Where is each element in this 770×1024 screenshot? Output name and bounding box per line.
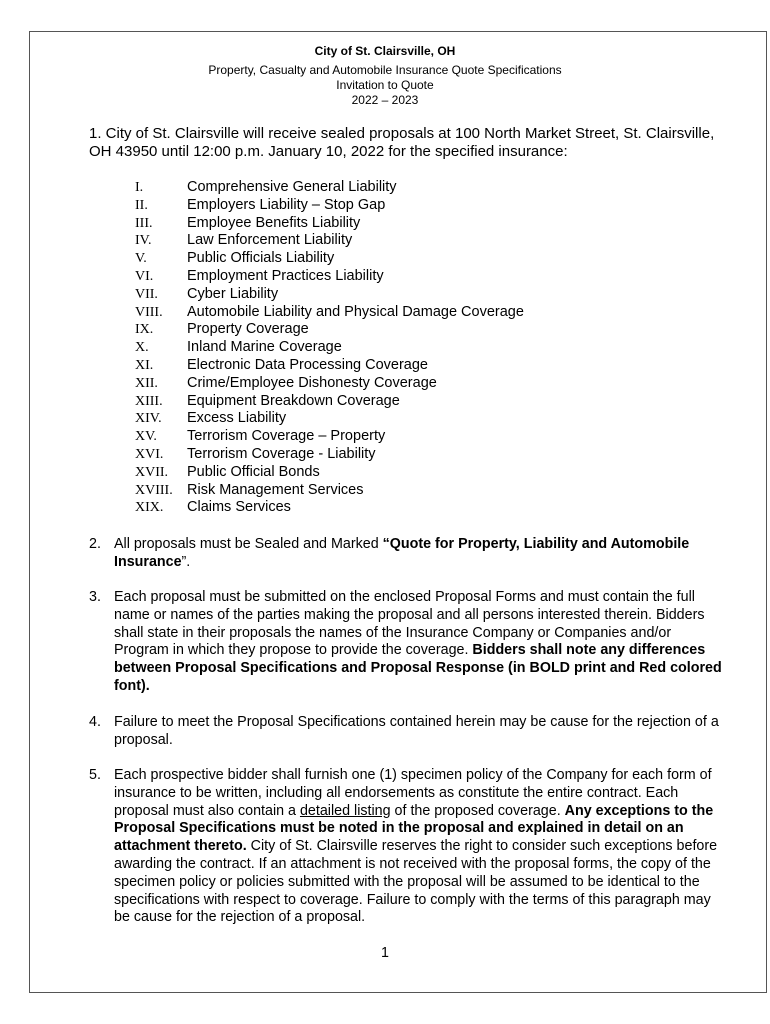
list-numeral: VI.: [135, 268, 154, 284]
list-numeral: I.: [135, 180, 144, 195]
list-text: Law Enforcement Liability: [187, 232, 353, 249]
list-numeral: XI.: [135, 357, 154, 373]
list-text: Employers Liability – Stop Gap: [187, 196, 386, 213]
section-5: [89, 767, 729, 927]
section-text: Each prospective bidder shall furnish one (1) specimen policy of the Company for each form of insurance to be written, including all endorsements as constitute the entire contract. Each proposal must also contain a: [114, 767, 712, 819]
list-numeral: VII.: [135, 286, 158, 302]
coverage-period: 2022 – 2023: [351, 93, 419, 107]
list-text: Electronic Data Processing Coverage: [187, 356, 428, 373]
list-text: Terrorism Coverage – Property: [187, 428, 386, 445]
list-numeral: XVIII.: [135, 482, 173, 498]
list-numeral: XV.: [135, 429, 157, 445]
list-numeral: III.: [135, 215, 153, 231]
section-text: Each proposal must be submitted on the enclosed Proposal Forms and must contain the full name or names of the parties making the proposal and all persons interested therein. Bidders shall state in their proposals the names of the Insurance Company or Companies and/or Program in which they propose to provide the coverage.: [114, 589, 705, 659]
list-text: Comprehensive General Liability: [187, 179, 397, 195]
list-text: Crime/Employee Dishonesty Coverage: [187, 374, 437, 391]
list-numeral: XIV.: [135, 411, 162, 427]
section-number: 2.: [89, 536, 101, 552]
section-text: Failure to meet the Proposal Specifications contained herein may be cause for the rejection of a proposal.: [114, 714, 719, 748]
list-text: Excess Liability: [187, 410, 287, 427]
section-bold-text: “Quote for Property, Liability and Automobile Insurance: [114, 536, 690, 570]
list-text: Public Officials Liability: [187, 250, 335, 267]
list-numeral: V.: [135, 251, 147, 267]
list-text: Equipment Breakdown Coverage: [187, 392, 400, 409]
list-text: Cyber Liability: [187, 285, 279, 302]
list-numeral: X.: [135, 340, 149, 356]
list-numeral: XIX.: [135, 500, 164, 516]
section-number: 3.: [89, 589, 101, 605]
section-text: City of St. Clairsville reserves the right to consider such exceptions before awarding the contract. If an attachment is not received with the proposal forms, the copy of the specimen policy or policies submitted with the proposal will be assumed to be identical to the specifications with respect to coverage. Failure to comply with the terms of this paragraph may be cause for the rejection of a proposal.: [114, 838, 718, 926]
section-3: [89, 589, 729, 696]
page-number: 1: [381, 945, 389, 961]
list-numeral: VIII.: [135, 304, 163, 320]
list-text: Automobile Liability and Physical Damage Coverage: [187, 303, 524, 320]
list-numeral: XVII.: [135, 464, 169, 480]
list-text: Inland Marine Coverage: [187, 339, 342, 356]
document-subtitle: Property, Casualty and Automobile Insurance Quote Specifications: [208, 63, 562, 77]
section-bold-text: Any exceptions to the Proposal Specifications must be noted in the proposal and explained in detail on an attachment thereto.: [114, 802, 714, 855]
section-bold-text: Bidders shall note any differences between Proposal Specifications and Proposal Response (in BOLD print and Red colored font).: [114, 642, 722, 694]
list-text: Terrorism Coverage - Liability: [187, 445, 376, 462]
list-text: Employee Benefits Liability: [187, 214, 361, 231]
section-number: 5.: [89, 767, 101, 783]
underlined-text: detailed listing: [299, 802, 391, 819]
list-numeral: XVI.: [135, 446, 164, 462]
section-number: 4.: [89, 714, 101, 730]
list-text: Public Official Bonds: [187, 463, 320, 480]
section-4: [89, 714, 729, 750]
document-title: City of St. Clairsville, OH: [314, 44, 456, 58]
list-numeral: IV.: [135, 233, 152, 249]
section-2: [89, 536, 729, 572]
section-text: of the proposed coverage.: [390, 802, 565, 819]
list-text: Claims Services: [187, 499, 291, 516]
list-text: Employment Practices Liability: [187, 267, 384, 284]
section-text: ”.: [181, 553, 191, 570]
list-numeral: XII.: [135, 375, 158, 391]
list-numeral: II.: [135, 197, 148, 213]
list-numeral: IX.: [135, 322, 154, 338]
list-text: Risk Management Services: [187, 481, 364, 498]
document-type: Invitation to Quote: [336, 78, 434, 92]
list-text: Property Coverage: [187, 321, 309, 338]
intro-paragraph: 1. City of St. Clairsville will receive sealed proposals at 100 North Market Street, St. Clairsville, OH 43950 until 12:00 p.m. January 10, 2022 for the specified insurance:: [89, 125, 715, 160]
list-numeral: XIII.: [135, 393, 163, 409]
section-text: All proposals must be Sealed and Marked: [114, 536, 383, 552]
